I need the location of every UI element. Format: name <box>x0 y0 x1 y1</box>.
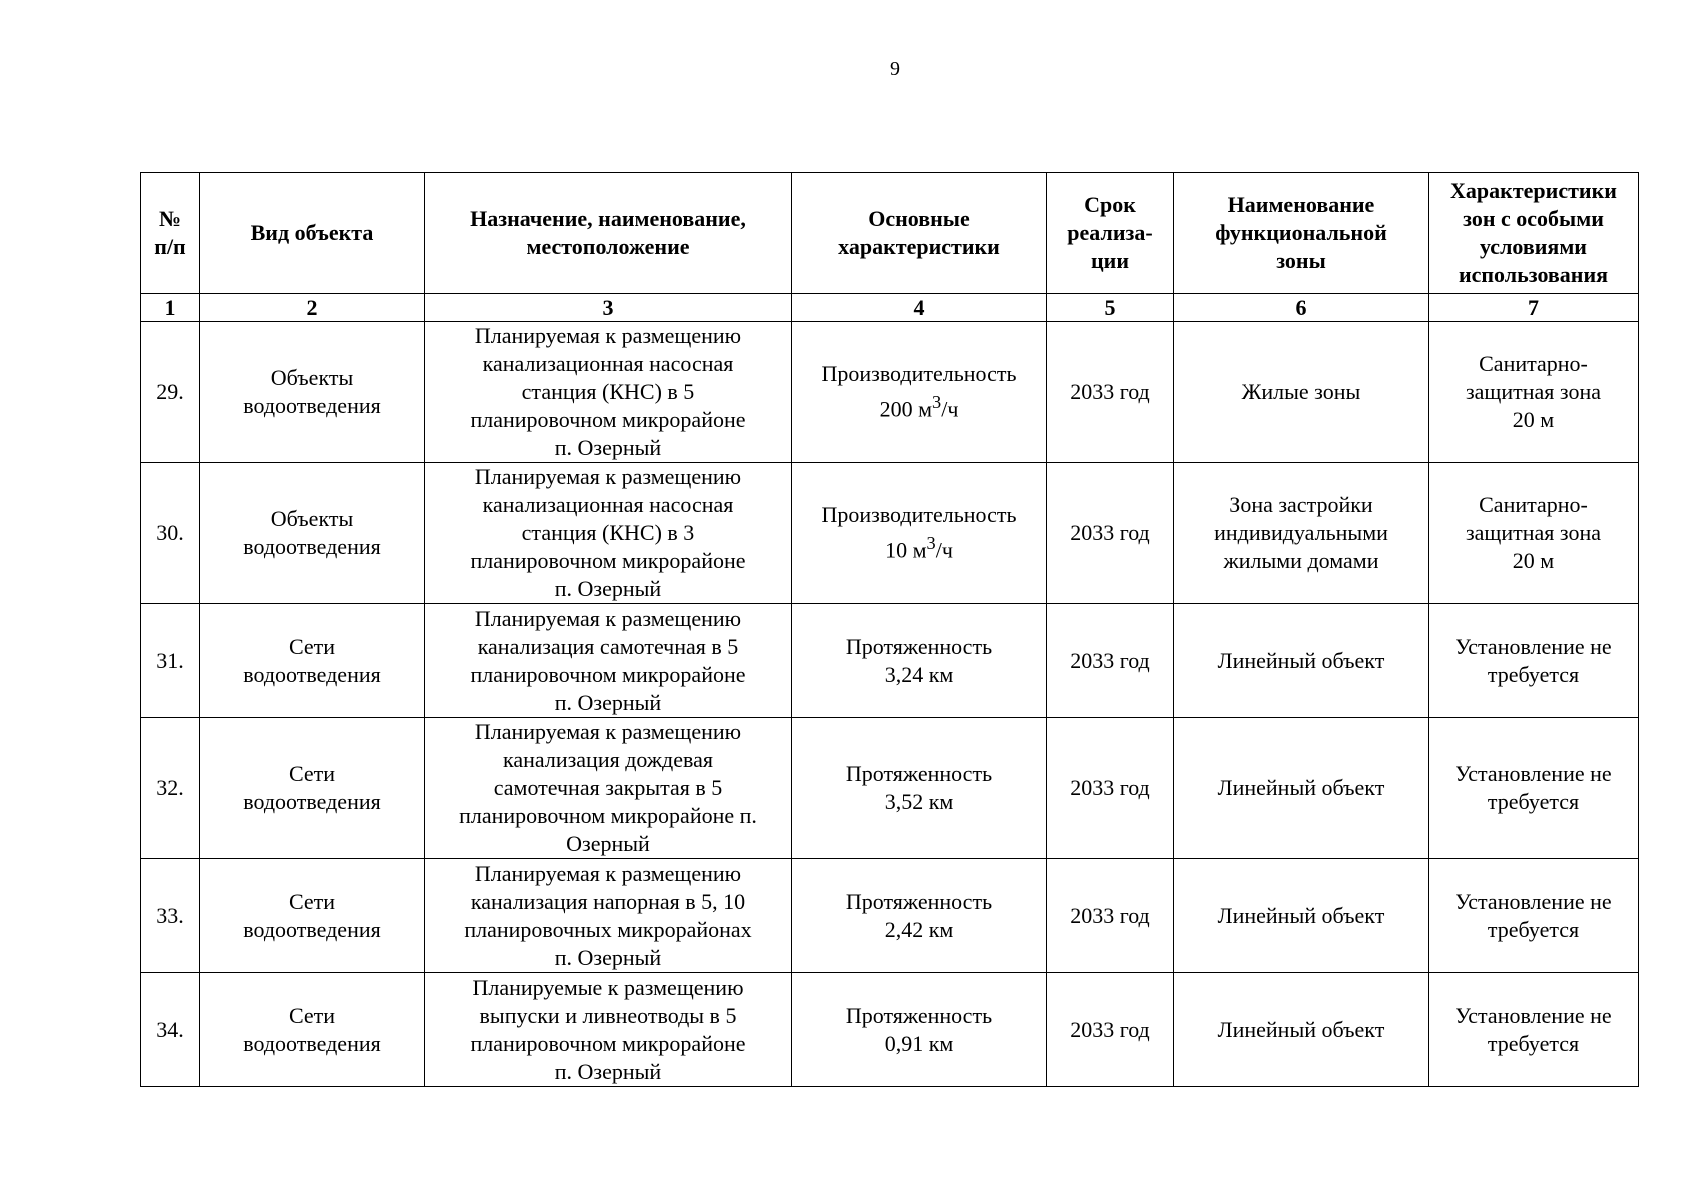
cell-line: водоотведения <box>243 1030 381 1056</box>
header-cell-characteristics <box>792 173 1047 294</box>
cell-line: планировочном микрорайоне <box>470 407 746 432</box>
cell-line: Санитарно- <box>1479 492 1588 517</box>
special-zone-cell <box>1429 322 1639 463</box>
cell-line: канализация напорная в 5, 10 <box>470 888 746 914</box>
characteristic-label: Производительность <box>821 361 1017 387</box>
row-number: 33. <box>141 859 200 973</box>
object-name-cell <box>425 718 792 859</box>
characteristic-label: Производительность <box>821 502 1017 528</box>
value-text: 10 м <box>885 537 927 563</box>
object-name-cell <box>425 973 792 1087</box>
cell-line: водоотведения <box>243 534 381 559</box>
page-number: 9 <box>890 58 900 80</box>
cell-line: водоотведения <box>243 661 381 687</box>
cell-line: водоотведения <box>243 789 381 814</box>
object-type-cell <box>200 859 425 973</box>
cell-line: защитная зона <box>1465 520 1602 545</box>
header-line: функциональной <box>1215 220 1387 245</box>
term-cell: 2033 год <box>1047 322 1174 463</box>
header-line: Основные <box>868 206 970 231</box>
cell-line: планировочных микрорайонах <box>464 916 752 942</box>
header-line: п/п <box>154 234 186 259</box>
cell-line: Сети <box>288 761 336 786</box>
header-line: Характеристики <box>1450 178 1617 203</box>
header-line: Вид объекта <box>250 220 374 245</box>
cell-line: канализация самотечная в 5 <box>477 633 739 659</box>
characteristics-cell <box>792 322 1047 463</box>
cell-line: 20 м <box>1512 407 1555 432</box>
cell-line: планировочном микрорайоне <box>470 661 746 687</box>
column-number: 2 <box>200 294 425 322</box>
header-row <box>141 173 1639 294</box>
value-superscript: 3 <box>932 392 942 413</box>
cell-line: Сети <box>288 888 336 914</box>
cell-line: самотечная закрытая в 5 <box>493 775 723 800</box>
column-number: 6 <box>1174 294 1429 322</box>
object-name-cell <box>425 463 792 604</box>
characteristic-value: 3,52 км <box>884 789 954 814</box>
cell-line: Планируемая к размещению <box>474 464 742 489</box>
object-name-cell <box>425 859 792 973</box>
zone-cell <box>1174 463 1429 604</box>
column-number-row <box>141 294 1639 322</box>
characteristic-label: Протяженность <box>845 761 993 786</box>
object-type-cell <box>200 604 425 718</box>
header-cell-term <box>1047 173 1174 294</box>
value-unit: /ч <box>941 396 959 422</box>
cell-line: Санитарно- <box>1479 351 1588 376</box>
cell-line: Линейный объект <box>1217 1016 1385 1042</box>
characteristic-value: 3,24 км <box>884 661 954 687</box>
characteristic-value: 0,91 км <box>884 1030 954 1056</box>
table-row <box>141 463 1639 604</box>
table-row <box>141 322 1639 463</box>
term-cell: 2033 год <box>1047 859 1174 973</box>
cell-line: Планируемая к размещению <box>474 860 742 886</box>
column-number: 4 <box>792 294 1047 322</box>
cell-line: Сети <box>288 1002 336 1028</box>
characteristic-label: Протяженность <box>845 633 993 659</box>
cell-line: планировочном микрорайоне <box>470 1030 746 1056</box>
column-number: 7 <box>1429 294 1639 322</box>
characteristics-cell <box>792 604 1047 718</box>
cell-line: Зона застройки <box>1229 492 1373 517</box>
cell-line: Линейный объект <box>1217 902 1385 928</box>
header-line: Наименование <box>1227 192 1375 217</box>
cell-line: защитная зона <box>1465 379 1602 404</box>
characteristics-cell <box>792 859 1047 973</box>
term-cell: 2033 год <box>1047 604 1174 718</box>
zone-cell <box>1174 322 1429 463</box>
cell-line: 20 м <box>1512 548 1555 573</box>
value-unit: /ч <box>935 537 953 563</box>
cell-line: требуется <box>1487 916 1580 942</box>
header-line: Назначение, наименование, <box>470 206 746 231</box>
special-zone-cell <box>1429 718 1639 859</box>
cell-line: канализационная насосная <box>482 351 734 376</box>
column-number: 1 <box>141 294 200 322</box>
row-number: 34. <box>141 973 200 1087</box>
cell-line: п. Озерный <box>554 1058 662 1084</box>
row-number: 30. <box>141 463 200 604</box>
object-type-cell <box>200 463 425 604</box>
cell-line: станция (КНС) в 3 <box>521 520 695 545</box>
zone-cell <box>1174 718 1429 859</box>
table-row <box>141 604 1639 718</box>
cell-line: Установление не <box>1455 888 1612 914</box>
characteristics-cell <box>792 973 1047 1087</box>
cell-line: Линейный объект <box>1217 775 1385 800</box>
cell-line: Установление не <box>1455 761 1612 786</box>
cell-line: п. Озерный <box>554 576 662 601</box>
table-row <box>141 859 1639 973</box>
cell-line: п. Озерный <box>554 435 662 460</box>
zone-cell <box>1174 973 1429 1087</box>
value-text: 200 м <box>879 396 933 422</box>
header-line: местоположение <box>526 234 690 259</box>
characteristic-label: Протяженность <box>845 888 993 914</box>
cell-line: планировочном микрорайоне п. <box>459 803 757 828</box>
header-line: реализа- <box>1067 220 1153 245</box>
characteristics-cell <box>792 463 1047 604</box>
characteristic-value <box>796 388 1042 423</box>
row-number: 29. <box>141 322 200 463</box>
cell-line: требуется <box>1487 789 1580 814</box>
cell-line: Планируемая к размещению <box>474 719 742 744</box>
cell-line: Объекты <box>270 506 354 531</box>
row-number: 31. <box>141 604 200 718</box>
characteristic-label: Протяженность <box>845 1002 993 1028</box>
cell-line: водоотведения <box>243 393 381 418</box>
header-cell-zone <box>1174 173 1429 294</box>
special-zone-cell <box>1429 859 1639 973</box>
object-type-cell <box>200 973 425 1087</box>
cell-line: Жилые зоны <box>1241 379 1361 404</box>
column-number: 5 <box>1047 294 1174 322</box>
header-line: зоны <box>1276 248 1326 273</box>
cell-line: Планируемые к размещению <box>472 974 744 1000</box>
characteristic-value <box>796 529 1042 564</box>
term-cell: 2033 год <box>1047 718 1174 859</box>
term-cell: 2033 год <box>1047 463 1174 604</box>
cell-line: Установление не <box>1455 633 1612 659</box>
header-cell-type <box>200 173 425 294</box>
term-cell: 2033 год <box>1047 973 1174 1087</box>
header-cell-num <box>141 173 200 294</box>
header-line: условиями <box>1479 234 1587 259</box>
header-line: ции <box>1090 248 1130 273</box>
cell-line: п. Озерный <box>554 944 662 970</box>
cell-line: Сети <box>288 633 336 659</box>
cell-line: Планируемая к размещению <box>474 323 742 348</box>
header-cell-name <box>425 173 792 294</box>
planned-objects-table <box>140 172 1639 1087</box>
special-zone-cell <box>1429 463 1639 604</box>
zone-cell <box>1174 604 1429 718</box>
cell-line: п. Озерный <box>554 689 662 715</box>
cell-line: Планируемая к размещению <box>474 605 742 631</box>
characteristic-value: 2,42 км <box>884 916 954 942</box>
object-name-cell <box>425 322 792 463</box>
header-cell-special <box>1429 173 1639 294</box>
cell-line: Установление не <box>1455 1002 1612 1028</box>
cell-line: требуется <box>1487 1030 1580 1056</box>
header-line: использования <box>1458 262 1609 287</box>
object-type-cell <box>200 322 425 463</box>
special-zone-cell <box>1429 973 1639 1087</box>
zone-cell <box>1174 859 1429 973</box>
cell-line: канализация дождевая <box>502 747 713 772</box>
header-line: № <box>158 206 182 231</box>
cell-line: Объекты <box>270 365 354 390</box>
cell-line: планировочном микрорайоне <box>470 548 746 573</box>
column-number: 3 <box>425 294 792 322</box>
cell-line: жилыми домами <box>1223 548 1379 573</box>
cell-line: выпуски и ливнеотводы в 5 <box>479 1002 737 1028</box>
table-row <box>141 973 1639 1087</box>
characteristics-cell <box>792 718 1047 859</box>
cell-line: водоотведения <box>243 916 381 942</box>
cell-line: станция (КНС) в 5 <box>521 379 695 404</box>
special-zone-cell <box>1429 604 1639 718</box>
table-row <box>141 718 1639 859</box>
object-type-cell <box>200 718 425 859</box>
cell-line: требуется <box>1487 661 1580 687</box>
cell-line: индивидуальными <box>1214 520 1388 545</box>
value-superscript: 3 <box>926 533 936 554</box>
header-line: Срок <box>1084 192 1136 217</box>
header-line: зон с особыми <box>1463 206 1604 231</box>
object-name-cell <box>425 604 792 718</box>
header-line: характеристики <box>838 234 1000 259</box>
cell-line: Линейный объект <box>1217 647 1385 673</box>
cell-line: канализационная насосная <box>482 492 734 517</box>
row-number: 32. <box>141 718 200 859</box>
cell-line: Озерный <box>566 831 650 856</box>
